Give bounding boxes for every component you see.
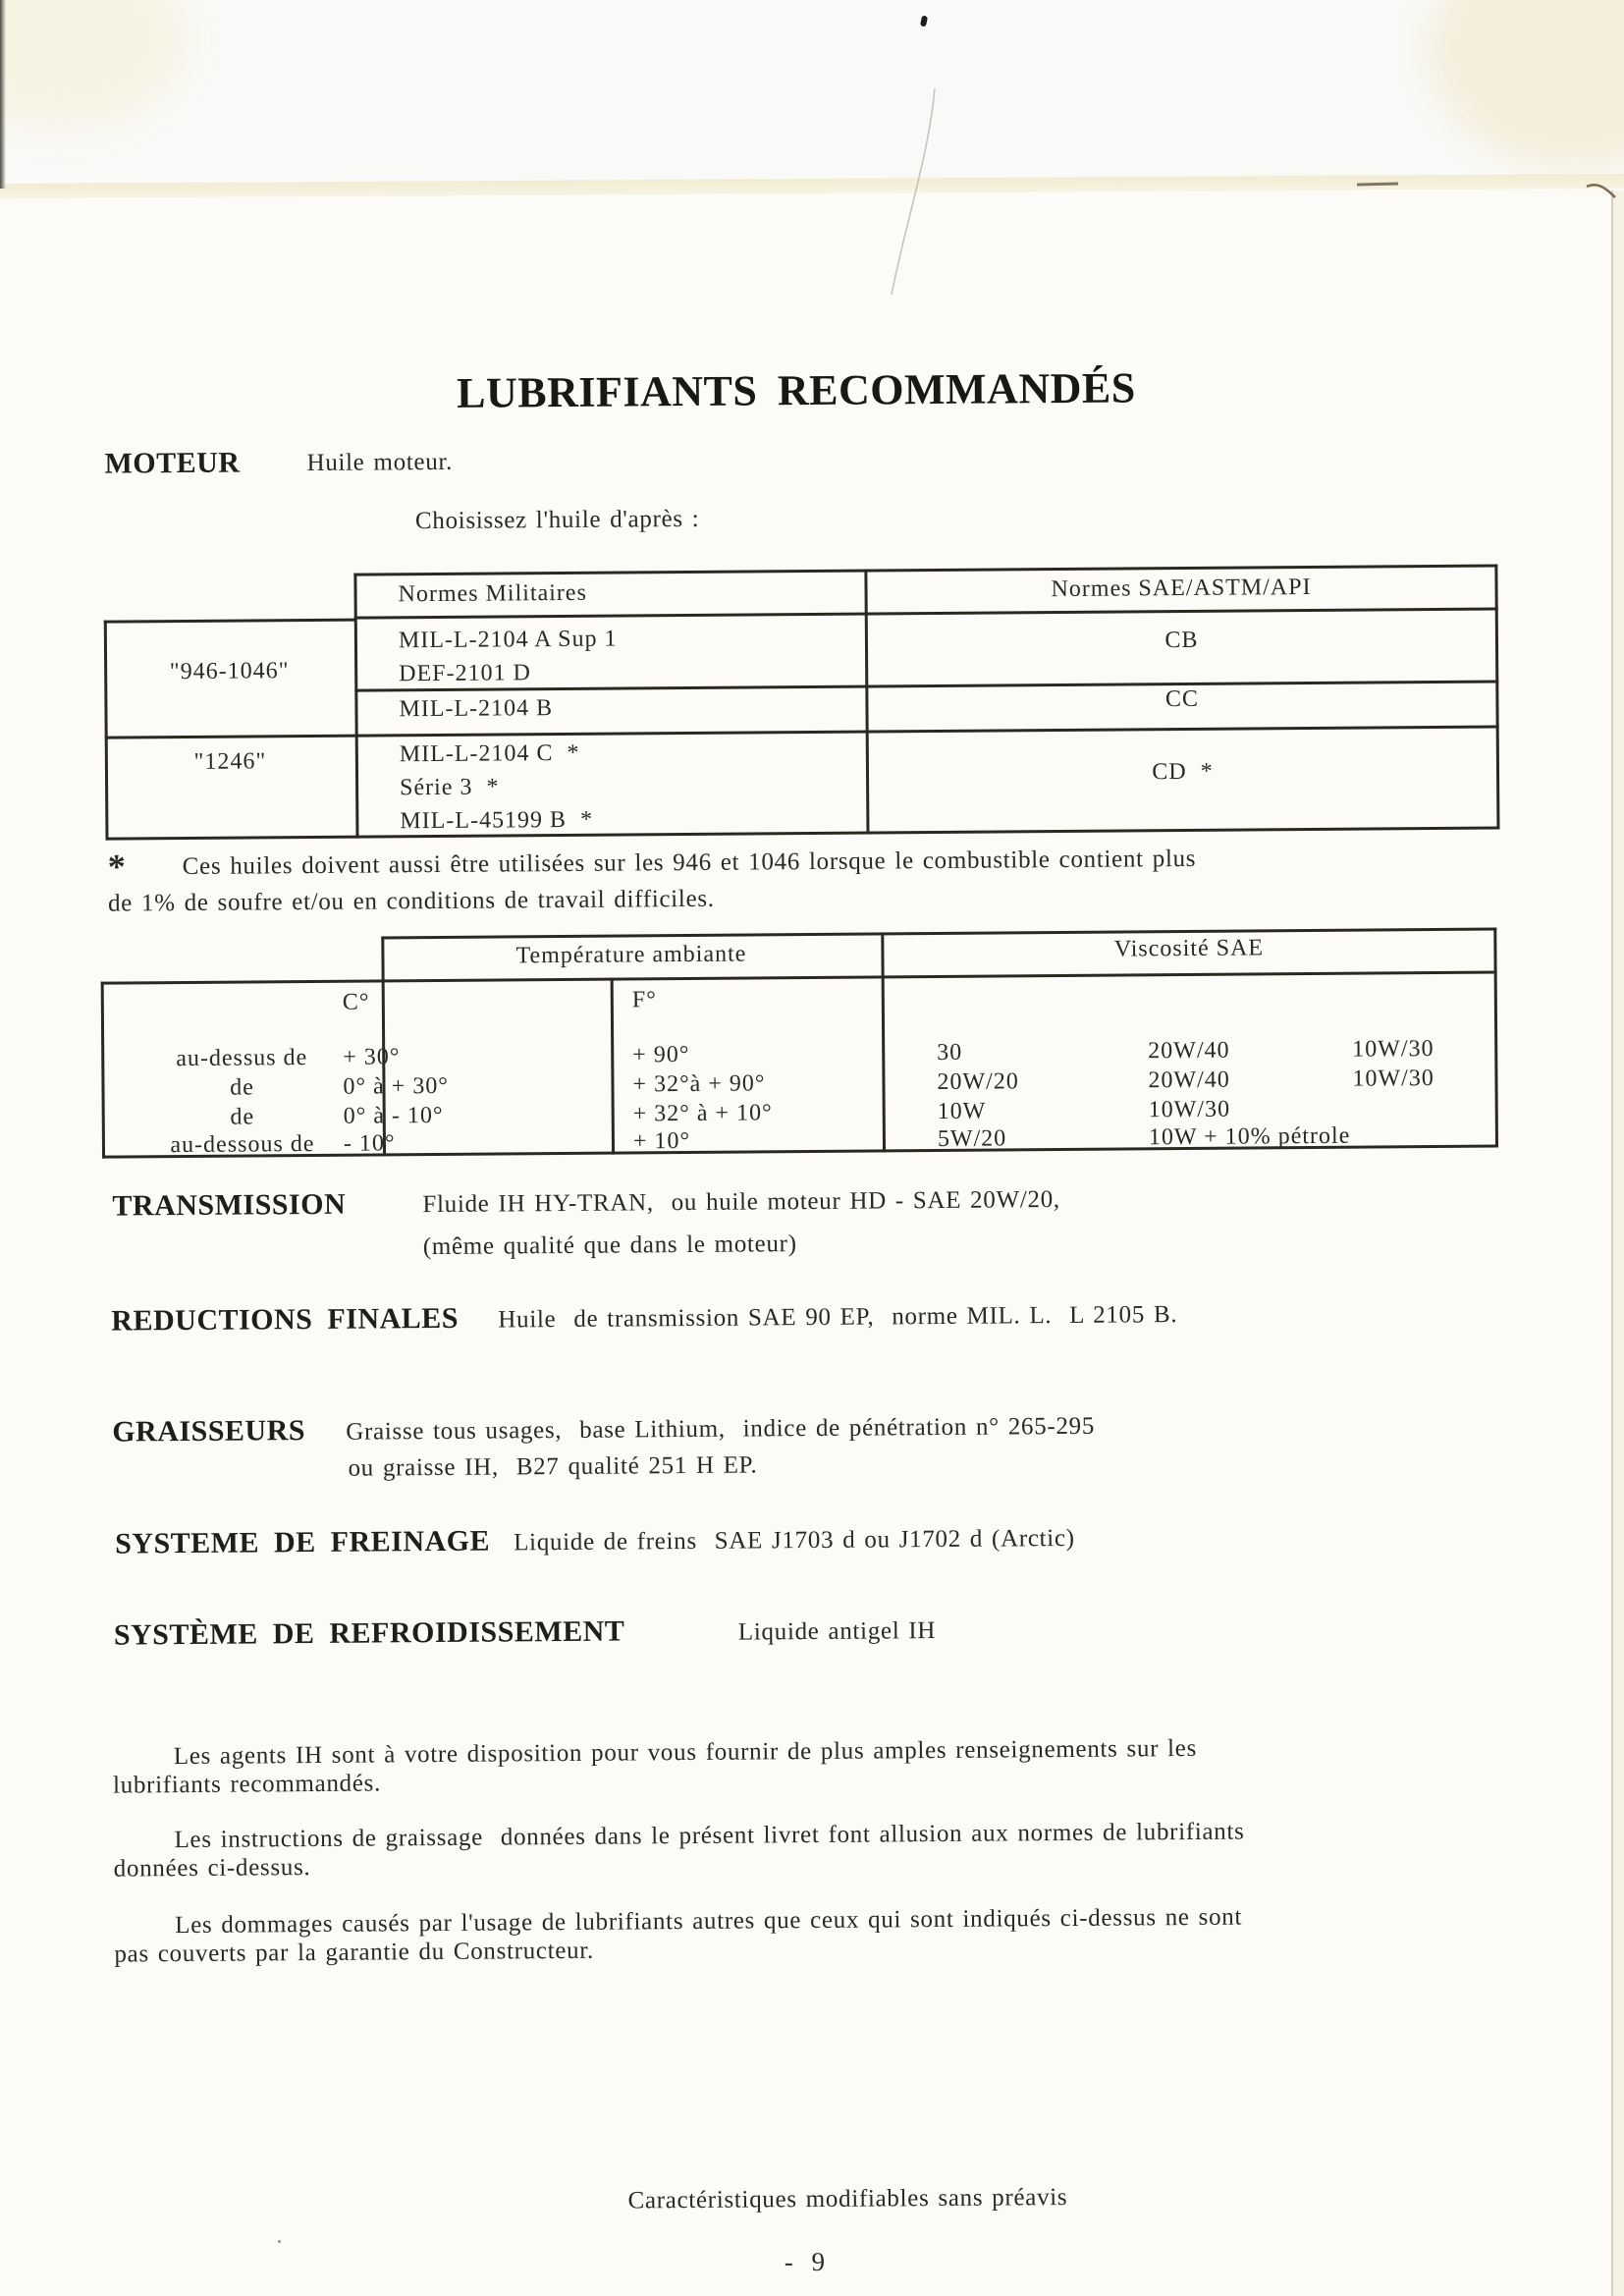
freinage-value: Liquide de freins SAE J1703 d ou J1702 d (Arctic) — [514, 1524, 1075, 1557]
viscosity-table — [100, 928, 1498, 1159]
section-label-freinage: SYSTEME DE FREINAGE — [115, 1524, 491, 1560]
section-label-transmission: TRANSMISSION — [112, 1187, 347, 1223]
fahrenheit-label: F° — [631, 987, 657, 1013]
oil-table-cell: DEF-2101 D — [399, 660, 531, 687]
section-label-reductions-finales: REDUCTIONS FINALES — [111, 1301, 460, 1338]
oil-spec-table — [103, 564, 1499, 840]
celsius-value: 0° à + 30° — [343, 1072, 449, 1100]
celsius-label: C° — [342, 989, 370, 1015]
celsius-value: 0° à - 10° — [343, 1102, 444, 1129]
viscosity-header-temp: Température ambiante — [515, 941, 747, 969]
range-label: de — [230, 1104, 255, 1130]
viscosity-header-visc: Viscosité SAE — [1113, 935, 1265, 962]
paragraph-line: pas couverts par la garantie du Constructeur. — [114, 1937, 595, 1968]
paragraph-line: Les agents IH sont à votre disposition pour vous fournir de plus amples renseignements sur les — [173, 1734, 1198, 1771]
oil-table-header-militaires: Normes Militaires — [398, 579, 587, 608]
oil-table-cell: MIL-L-2104 A Sup 1 — [398, 626, 618, 654]
fahrenheit-value: + 10° — [632, 1127, 691, 1155]
moteur-value: Huile moteur. — [306, 448, 454, 477]
fahrenheit-value: + 90° — [632, 1041, 690, 1068]
fahrenheit-value: + 32°à + 90° — [632, 1070, 766, 1098]
oil-table-cell: MIL-L-2104 B — [399, 695, 554, 723]
oil-table-cell: MIL-L-45199 B * — [400, 806, 594, 835]
paragraph-line: Les instructions de graissage données dans le présent livret font allusion aux normes de lubrifiants — [174, 1818, 1245, 1854]
viscosity-value: 5W/20 — [937, 1125, 1007, 1152]
viscosity-value: 20W/40 — [1148, 1037, 1230, 1065]
viscosity-value: 10W — [937, 1098, 987, 1124]
oil-table-model-1246: "1246" — [193, 748, 267, 775]
viscosity-value: 30 — [937, 1039, 963, 1066]
oil-table-model-946-1046: "946-1046" — [169, 658, 290, 685]
celsius-value: - 10° — [343, 1130, 396, 1157]
oil-table-cell: CC — [1164, 685, 1200, 713]
oil-table-cell: CB — [1164, 627, 1199, 654]
paragraph-line: lubrifiants recommandés. — [112, 1770, 382, 1799]
viscosity-value: 20W/40 — [1148, 1066, 1230, 1094]
moteur-instruction: Choisissez l'huile d'après : — [414, 505, 700, 535]
viscosity-value: 10W/30 — [1352, 1066, 1435, 1092]
graisseurs-value-line: Graisse tous usages, base Lithium, indice de pénétration n° 265-295 — [346, 1412, 1096, 1446]
section-label-moteur: MOTEUR — [104, 446, 241, 480]
footnote-line: Ces huiles doivent aussi être utilisées sur les 946 et 1046 lorsque le combustible contient plus — [182, 845, 1197, 881]
viscosity-value: 10W/30 — [1352, 1036, 1435, 1063]
footnote-line: de 1% de soufre et/ou en conditions de travail difficiles. — [107, 885, 715, 917]
footnote-asterisk: * — [107, 847, 126, 887]
refroidissement-value: Liquide antigel IH — [737, 1617, 937, 1646]
oil-table-cell: Série 3 * — [400, 774, 500, 801]
range-label: de — [230, 1074, 254, 1101]
footer-note: Caractéristiques modifiables sans préavis — [627, 2183, 1068, 2214]
fahrenheit-value: + 32° à + 10° — [632, 1100, 773, 1127]
transmission-value-line: (même qualité que dans le moteur) — [422, 1230, 797, 1261]
oil-table-cell: CD * — [1152, 758, 1214, 786]
paragraph-line: Les dommages causés par l'usage de lubrifiants autres que ceux qui sont indiqués ci-dessus ne sont — [175, 1903, 1243, 1940]
oil-table-header-sae: Normes SAE/ASTM/API — [1051, 574, 1312, 603]
celsius-value: + 30° — [343, 1044, 401, 1070]
range-label: au-dessous de — [170, 1130, 315, 1159]
page-title: LUBRIFIANTS RECOMMANDÉS — [456, 363, 1136, 417]
range-label: au-dessus de — [176, 1045, 308, 1072]
paragraph-line: données ci-dessus. — [113, 1854, 311, 1883]
viscosity-value: 10W/30 — [1148, 1096, 1231, 1123]
graisseurs-value-line: ou graisse IH, B27 qualité 251 H EP. — [348, 1451, 758, 1482]
oil-table-cell: MIL-L-2104 C * — [399, 739, 580, 768]
reductions-finales-value: Huile de transmission SAE 90 EP, norme MIL. L. L 2105 B. — [498, 1301, 1178, 1334]
section-label-refroidissement: SYSTÈME DE REFROIDISSEMENT — [113, 1614, 625, 1652]
section-label-graisseurs: GRAISSEURS — [112, 1414, 306, 1449]
transmission-value-line: Fluide IH HY-TRAN, ou huile moteur HD - SAE 20W/20, — [422, 1186, 1060, 1219]
page-number: - 9 — [784, 2246, 831, 2277]
viscosity-value: 10W + 10% pétrole — [1148, 1122, 1351, 1151]
viscosity-value: 20W/20 — [937, 1068, 1019, 1095]
